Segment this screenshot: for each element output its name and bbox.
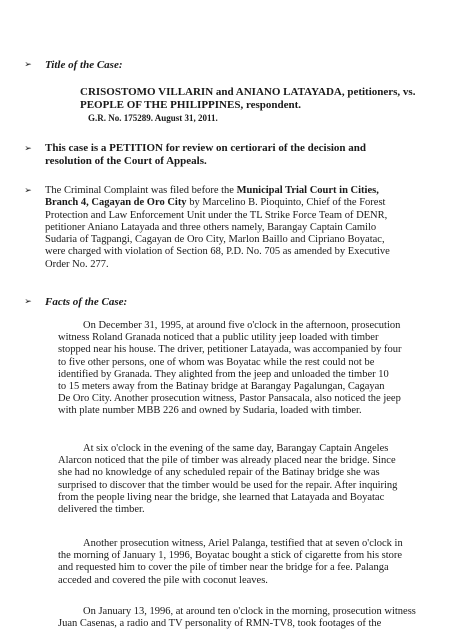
text-line: Alarcon noticed that the pile of timber was already placed near the bridge. Since <box>58 455 396 467</box>
text-line: stopped near his house. The driver, petitioner Latayada, was accompanied by four <box>58 344 402 356</box>
arrow-bullet-icon: ➢ <box>24 186 32 196</box>
complaint-line5: Sudaria of Tagpangi, Cagayan de Oro City, Marlon Baillo and Cipriano Boyatac, <box>45 234 385 246</box>
text-line: and requested him to cover the pile of timber near the bridge for a fee. Palanga <box>58 562 389 574</box>
text-line: Juan Casenas, a radio and TV personality of RMN-TV8, took footages of the <box>58 618 382 630</box>
text-line: identified by Granada. They alighted from the jeep and unloaded the timber 10 <box>58 368 389 380</box>
facts-paragraph-2 <box>58 443 470 516</box>
text-line: At six o'clock in the evening of the same day, Barangay Captain Angeles <box>83 443 389 454</box>
facts-paragraph-3 <box>58 538 470 587</box>
petition-line2: resolution of the Court of Appeals. <box>45 155 207 167</box>
text-line: On January 13, 1996, at around ten o'clock in the morning, prosecution witness <box>83 606 416 617</box>
complaint-line7: Order No. 277. <box>45 258 109 270</box>
complaint-line1: The Criminal Complaint was filed before the Municipal Trial Court in Cities, <box>45 185 379 196</box>
complaint-text <box>45 185 470 271</box>
text-line: acceded and covered the pile with coconut leaves. <box>58 574 268 586</box>
text-line: De Oro City. Another prosecution witness, Pastor Pansacala, also noticed the jeep <box>58 393 401 405</box>
complaint-line2: Branch 4, Cagayan de Oro City by Marcelino B. Pioquinto, Chief of the Forest <box>45 197 386 209</box>
text-line: surprised to discover that the timber would be used for the repair. After inquiring <box>58 479 398 491</box>
text-line: delivered the timber. <box>58 504 145 516</box>
complaint-line4: petitioner Aniano Latayada and three others namely, Barangay Captain Camilo <box>45 221 377 233</box>
complaint-line6: were charged with violation of Section 68, P.D. No. 705 as amended by Executive <box>45 246 390 258</box>
petition-text <box>45 142 465 168</box>
case-title-line2: PEOPLE OF THE PHILIPPINES, respondent. <box>80 99 302 111</box>
arrow-bullet-icon: ➢ <box>24 297 32 307</box>
facts-paragraph-1 <box>58 320 470 418</box>
case-title <box>80 86 465 125</box>
facts-heading: Facts of the Case: <box>45 296 128 308</box>
text-line: she had no knowledge of any scheduled repair of the Batinay bridge she was <box>58 467 380 479</box>
text-line: from the people living near the bridge, she learned that Latayada and Boyatac <box>58 491 385 503</box>
text-line: with plate number MBB 226 and owned by Sudaria, loaded with timber. <box>58 405 362 417</box>
arrow-bullet-icon: ➢ <box>24 60 32 70</box>
petition-line1: This case is a PETITION for review on certiorari of the decision and <box>45 142 367 154</box>
arrow-bullet-icon: ➢ <box>24 144 32 154</box>
text-line: witness Roland Granada noticed that a public utility jeep loaded with timber <box>58 332 379 344</box>
complaint-line3: Protection and Law Enforcement Unit under the TL Strike Force Team of DENR, <box>45 209 388 221</box>
text-line: Another prosecution witness, Ariel Palanga, testified that at seven o'clock in <box>83 538 403 549</box>
facts-paragraph-4 <box>58 606 470 630</box>
text-line: the morning of January 1, 1996, Boyatac bought a stick of cigarette from his store <box>58 550 403 562</box>
case-title-line1: CRISOSTOMO VILLARIN and ANIANO LATAYADA, petitioners, vs. <box>80 86 416 98</box>
text-line: to five other persons, one of whom was Boyatac while the rest could not be <box>58 356 375 368</box>
text-line: On December 31, 1995, at around five o'clock in the afternoon, prosecution <box>83 320 401 331</box>
title-heading: Title of the Case: <box>45 59 123 71</box>
case-gr: G.R. No. 175289. August 31, 2011. <box>88 113 218 123</box>
text-line: to 15 meters away from the Batinay bridge at Barangay Pagalungan, Cagayan <box>58 381 385 393</box>
